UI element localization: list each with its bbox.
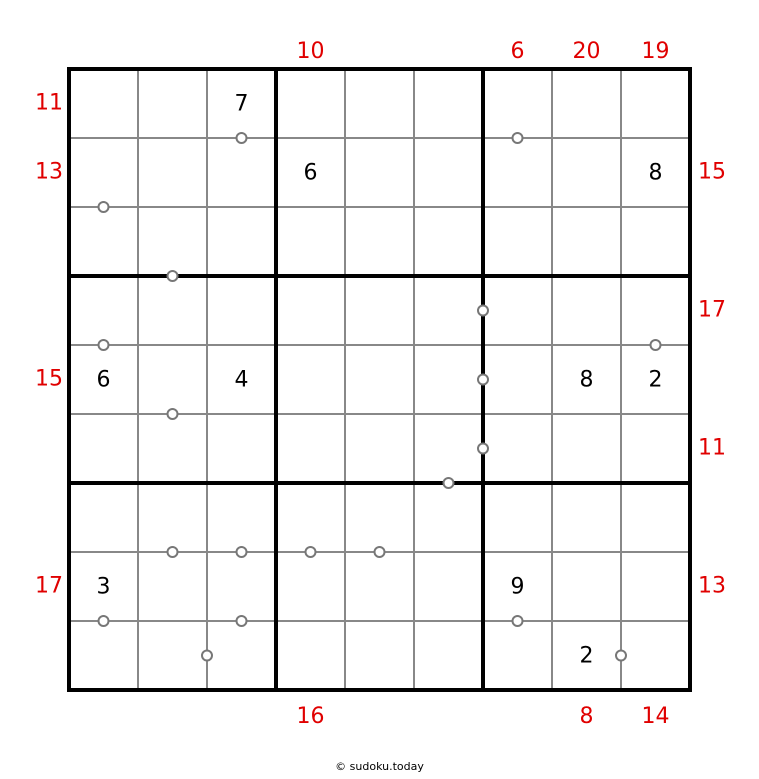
cell-r7c2[interactable] [138,483,207,552]
clue-left-5: 15 [35,366,63,392]
cell-r9c5[interactable] [345,621,414,690]
cell-r3c3[interactable] [207,207,276,276]
cell-r7c4[interactable] [276,483,345,552]
cell-r7c7[interactable] [483,483,552,552]
cell-r4c7[interactable] [483,276,552,345]
cell-r2c3[interactable] [207,138,276,207]
cell-r1c2[interactable] [138,69,207,138]
cell-r1c1[interactable] [69,69,138,138]
cell-r7c3[interactable] [207,483,276,552]
cell-r8c9[interactable] [621,552,690,621]
cell-r7c1[interactable] [69,483,138,552]
cell-r1c9[interactable] [621,69,690,138]
cell-r1c7[interactable] [483,69,552,138]
dot-12 [168,547,178,557]
dot-18 [513,616,523,626]
cell-r6c4[interactable] [276,414,345,483]
clue-left-2: 13 [35,159,63,185]
cell-r4c5[interactable] [345,276,414,345]
cell-r1c8[interactable] [552,69,621,138]
clue-bottom-8: 8 [579,704,594,729]
dot-20 [616,651,626,661]
cell-r9c2[interactable] [138,621,207,690]
cell-r5c4[interactable] [276,345,345,414]
cell-r4c1[interactable] [69,276,138,345]
cell-r4c3[interactable] [207,276,276,345]
dot-15 [375,547,385,557]
cell-r7c5[interactable] [345,483,414,552]
clue-top-8: 20 [572,39,601,64]
cell-r3c1[interactable] [69,207,138,276]
clue-right-2: 15 [698,159,726,185]
cell-r1c4[interactable] [276,69,345,138]
dot-4 [168,271,178,281]
cell-r3c5[interactable] [345,207,414,276]
cell-r9c4[interactable] [276,621,345,690]
dot-3 [99,202,109,212]
cell-r2c5[interactable] [345,138,414,207]
cell-r8c8[interactable] [552,552,621,621]
cell-r4c6[interactable] [414,276,483,345]
clue-top-9: 19 [641,39,670,64]
given-r9c8: 2 [579,643,594,669]
cell-r3c7[interactable] [483,207,552,276]
cell-r4c8[interactable] [552,276,621,345]
cell-r8c5[interactable] [345,552,414,621]
given-r8c7: 9 [510,574,525,600]
clue-bottom-4: 16 [296,704,325,729]
cell-r8c4[interactable] [276,552,345,621]
cell-r6c3[interactable] [207,414,276,483]
cell-r1c6[interactable] [414,69,483,138]
cell-layer [69,69,690,690]
cell-r3c4[interactable] [276,207,345,276]
dot-6 [651,340,661,350]
cell-r9c6[interactable] [414,621,483,690]
cell-r3c2[interactable] [138,207,207,276]
dot-19 [202,651,212,661]
given-r5c9: 2 [648,367,663,393]
dot-13 [237,547,247,557]
cell-r2c7[interactable] [483,138,552,207]
cell-r7c9[interactable] [621,483,690,552]
given-r8c1: 3 [96,574,111,600]
given-r5c3: 4 [234,367,249,393]
dot-2 [513,133,523,143]
cell-r2c6[interactable] [414,138,483,207]
cell-r5c6[interactable] [414,345,483,414]
clue-right-6: 11 [698,435,726,461]
cell-r2c8[interactable] [552,138,621,207]
cell-r6c9[interactable] [621,414,690,483]
cell-r4c4[interactable] [276,276,345,345]
given-r2c4: 6 [303,160,318,186]
dot-5 [99,340,109,350]
cell-r8c3[interactable] [207,552,276,621]
dot-11 [444,478,454,488]
cell-r6c5[interactable] [345,414,414,483]
cell-r7c8[interactable] [552,483,621,552]
dot-7 [478,306,488,316]
cell-r6c6[interactable] [414,414,483,483]
cell-r5c2[interactable] [138,345,207,414]
cell-r8c2[interactable] [138,552,207,621]
given-r1c3: 7 [234,91,249,117]
dot-8 [478,375,488,385]
dot-1 [237,133,247,143]
cell-r7c6[interactable] [414,483,483,552]
dot-17 [237,616,247,626]
cell-r5c5[interactable] [345,345,414,414]
cell-r2c1[interactable] [69,138,138,207]
clue-bottom-9: 14 [641,704,670,729]
cell-r9c9[interactable] [621,621,690,690]
cell-r5c7[interactable] [483,345,552,414]
copyright-credit: © sudoku.today [335,760,424,773]
cell-r1c5[interactable] [345,69,414,138]
clue-left-8: 17 [35,573,63,599]
cell-r4c2[interactable] [138,276,207,345]
cell-r6c2[interactable] [138,414,207,483]
clue-top-4: 10 [296,39,325,64]
cell-r4c9[interactable] [621,276,690,345]
cell-r9c1[interactable] [69,621,138,690]
dot-9 [478,444,488,454]
cell-r6c1[interactable] [69,414,138,483]
cell-r9c3[interactable] [207,621,276,690]
given-r5c1: 6 [96,367,111,393]
cell-r3c9[interactable] [621,207,690,276]
clue-left-1: 11 [35,90,63,116]
cell-r3c6[interactable] [414,207,483,276]
dot-16 [99,616,109,626]
cell-r6c7[interactable] [483,414,552,483]
clue-top-7: 6 [510,39,525,64]
cell-r8c6[interactable] [414,552,483,621]
given-r2c9: 8 [648,160,663,186]
cell-r9c7[interactable] [483,621,552,690]
cell-r6c8[interactable] [552,414,621,483]
dot-10 [168,409,178,419]
clue-right-8: 13 [698,573,726,599]
given-r5c8: 8 [579,367,594,393]
cell-r2c2[interactable] [138,138,207,207]
dot-14 [306,547,316,557]
clue-right-4: 17 [698,297,726,323]
cell-r3c8[interactable] [552,207,621,276]
